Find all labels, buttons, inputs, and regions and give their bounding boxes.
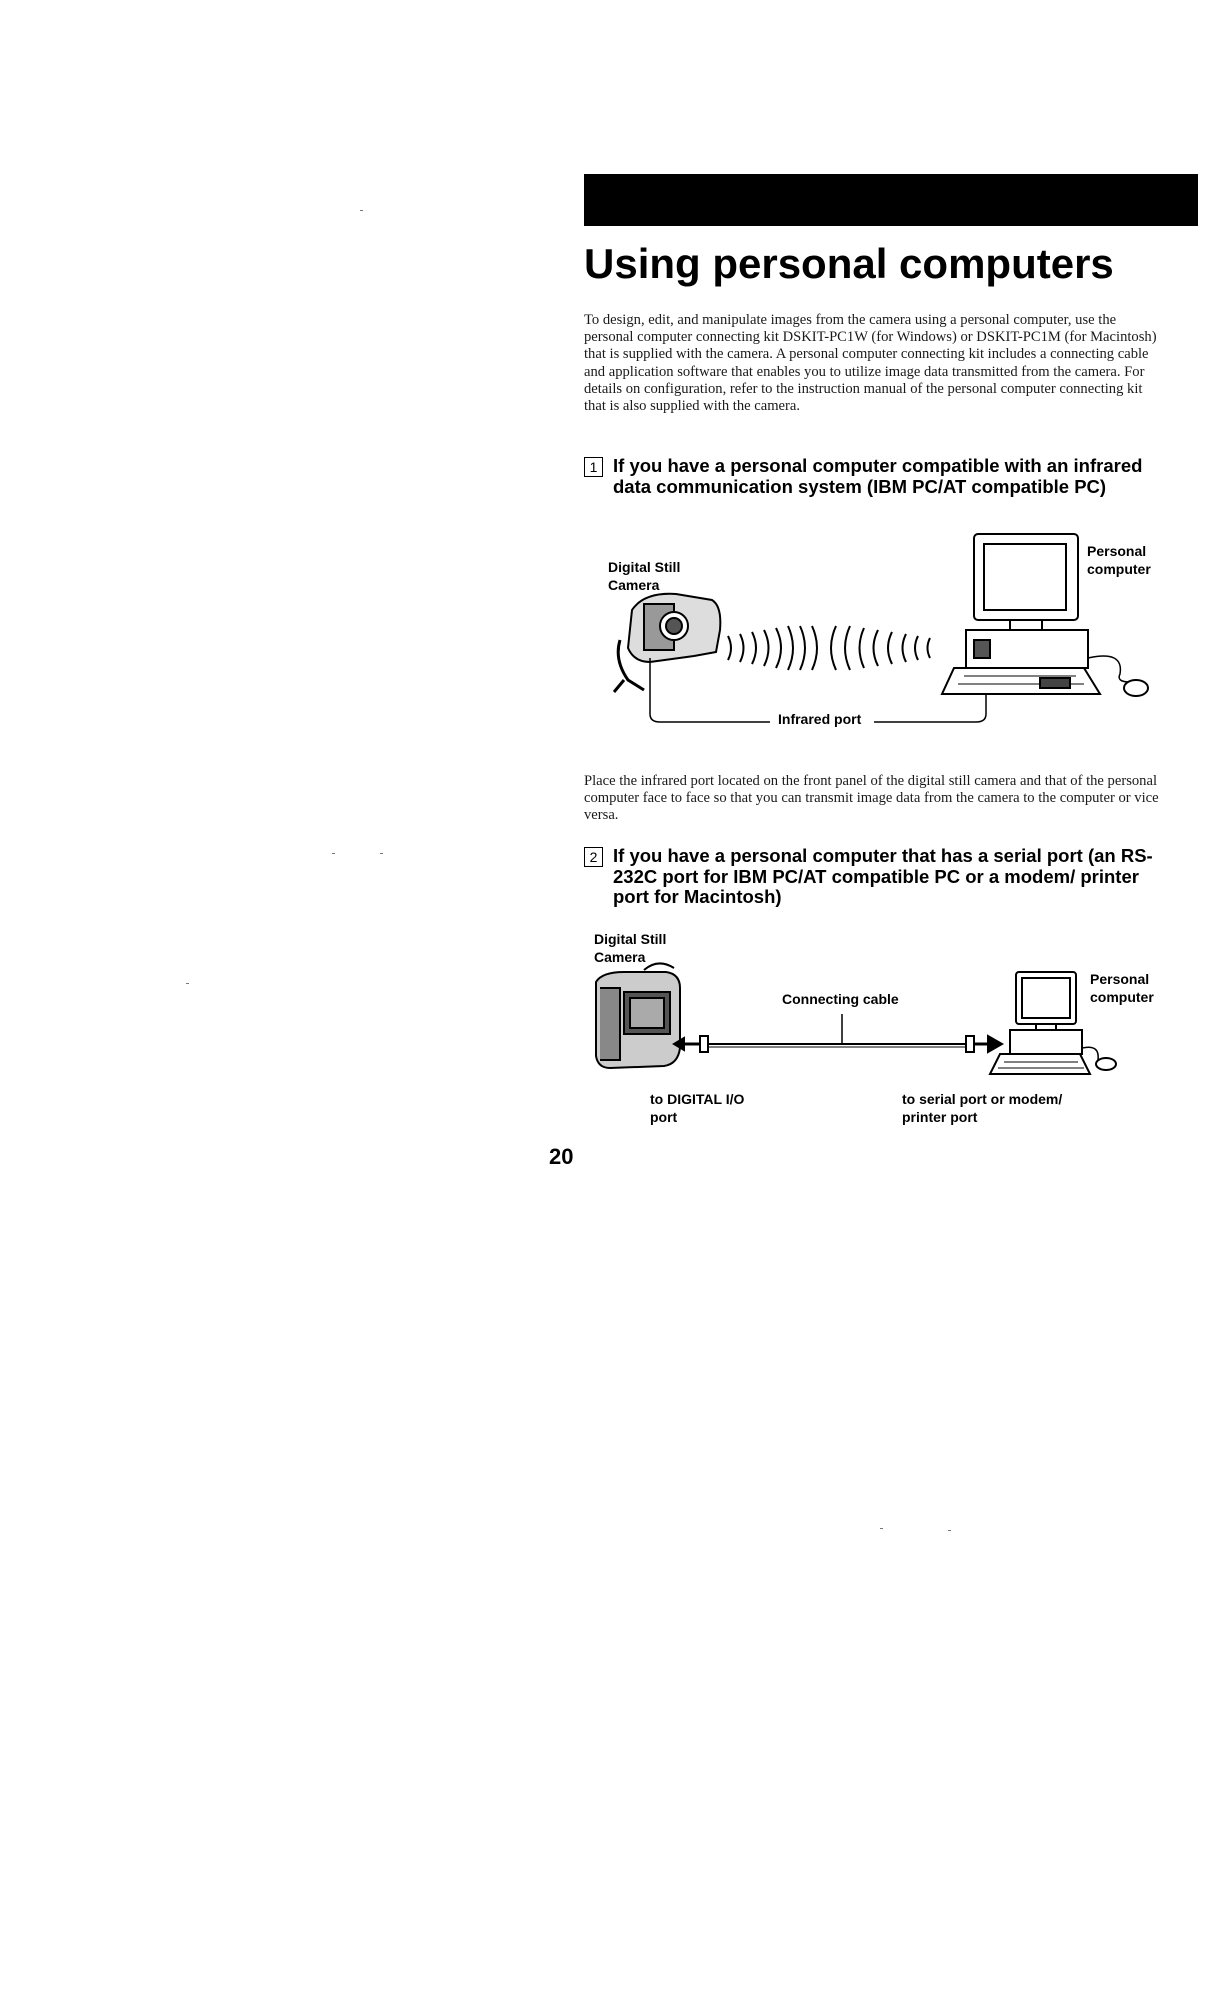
section-1-heading <box>584 456 1184 497</box>
scan-speck <box>360 210 363 211</box>
computer-illustration <box>924 530 1184 720</box>
diagram2-camera-label: Digital Still Camera <box>594 931 667 965</box>
diagram1-port-label: Infrared port <box>774 710 865 728</box>
section-2-number: 2 <box>584 847 603 867</box>
diagram2-left-port-label: to DIGITAL I/O port <box>650 1091 745 1125</box>
section-1-title: If you have a personal computer compatible with an infrared data communication system (IBM PC/AT compatible PC) <box>613 455 1143 497</box>
page-title: Using personal computers <box>584 240 1114 287</box>
section-2-heading <box>584 846 1184 908</box>
section-1-number: 1 <box>584 457 603 477</box>
header-bar <box>584 174 1198 226</box>
page-number: 20 <box>549 1144 574 1169</box>
diagram2-computer-label: Personal computer <box>1090 971 1154 1005</box>
section-2-title: If you have a personal computer that has a serial port (an RS-232C port for IBM PC/AT compatible PC or a modem/ printer port for Macintosh) <box>613 845 1153 907</box>
scan-speck <box>186 983 189 984</box>
infrared-diagram <box>584 530 1204 740</box>
diagram2-right-port-label: to serial port or modem/ printer port <box>902 1091 1063 1125</box>
section-1-paragraph: Place the infrared port located on the front panel of the digital still camera and that of the personal computer face to face so that you can transmit image data from the camera to the computer or vice versa. <box>584 773 1159 824</box>
scan-speck <box>380 853 383 854</box>
diagram1-camera-label: Digital Still Camera <box>608 559 681 593</box>
scan-speck <box>332 853 335 854</box>
scan-speck <box>948 1530 951 1531</box>
cable-illustration <box>584 928 1204 1128</box>
diagram1-computer-label: Personal computer <box>1087 543 1151 577</box>
serial-cable-diagram <box>584 928 1204 1128</box>
diagram2-cable-label: Connecting cable <box>782 991 899 1007</box>
scan-speck <box>880 1528 883 1529</box>
intro-paragraph: To design, edit, and manipulate images from the camera using a personal computer, use the personal computer connecting kit DSKIT-PC1W (for Windows) or DSKIT-PC1M (for Macintosh) that is supplied with the camera. A personal computer connecting kit includes a connecting cable and application software that enables you to utilize image data transmitted from the camera. For details on configuration, refer to the instruction manual of the personal computer connecting kit that is also supplied with the camera. <box>584 312 1157 415</box>
